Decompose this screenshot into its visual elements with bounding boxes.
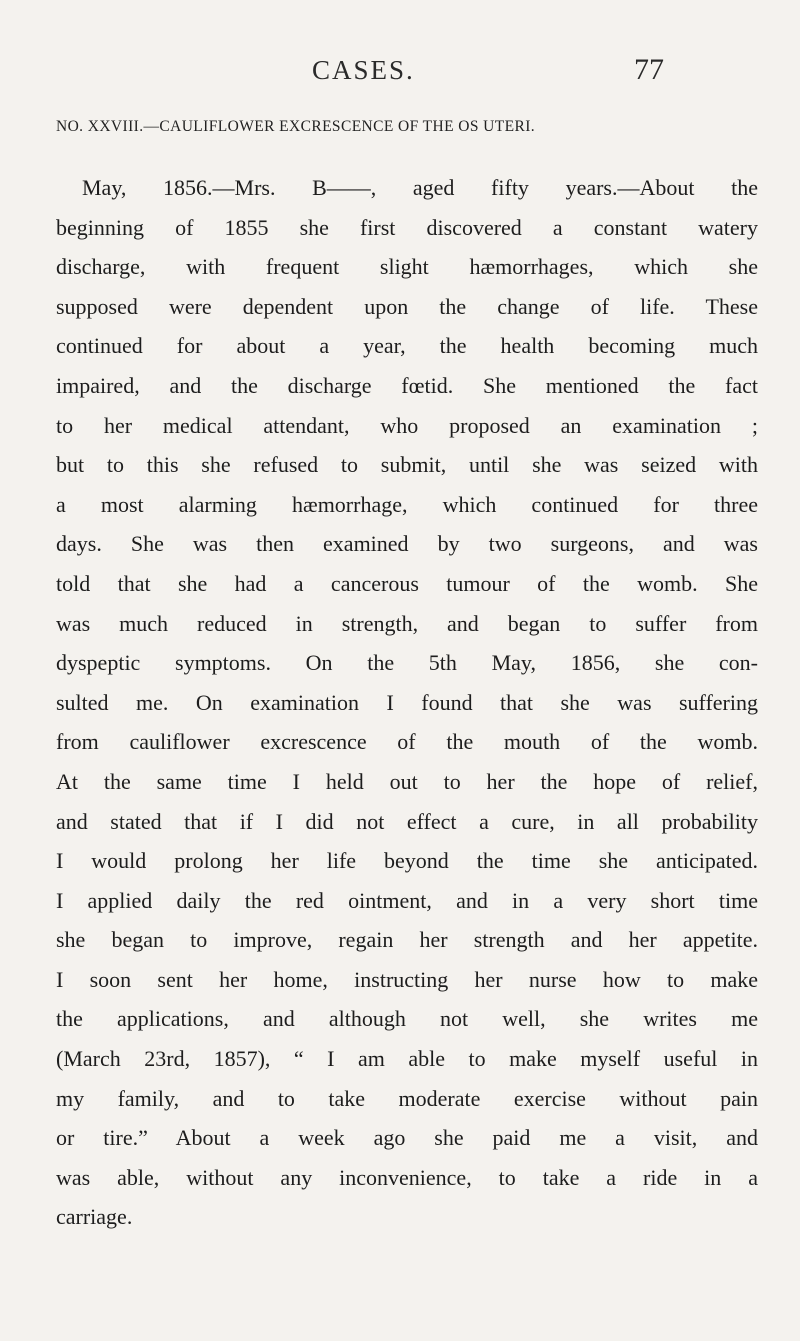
text-line: supposed were dependent upon the change of life. These bbox=[56, 293, 758, 319]
text-line: I would prolong her life beyond the time she anticipated. bbox=[56, 848, 758, 874]
text-line: but to this she refused to submit, until she was seized with bbox=[56, 452, 758, 478]
text-line: sulted me. On examination I found that she was suffering bbox=[56, 689, 758, 715]
text-line: (March 23rd, 1857), “ I am able to make myself useful in bbox=[56, 1046, 758, 1072]
running-head bbox=[0, 55, 800, 95]
text-line: beginning of 1855 she first discovered a constant watery bbox=[56, 214, 758, 240]
text-line: my family, and to take moderate exercise without pain bbox=[56, 1085, 758, 1111]
case-body-text bbox=[56, 168, 758, 1237]
page-number: 77 bbox=[634, 53, 664, 86]
text-line: a most alarming hæmorrhage, which continued for three bbox=[56, 491, 758, 517]
text-line: May, 1856.—Mrs. B——, aged fifty years.—About the bbox=[82, 175, 758, 200]
text-line: discharge, with frequent slight hæmorrhages, which she bbox=[56, 254, 758, 280]
text-line: I soon sent her home, instructing her nurse how to make bbox=[56, 966, 758, 992]
text-line: and stated that if I did not effect a cure, in all probability bbox=[56, 808, 758, 834]
text-line: continued for about a year, the health becoming much bbox=[56, 333, 758, 359]
text-line: impaired, and the discharge fœtid. She mentioned the fact bbox=[56, 372, 758, 398]
case-heading: NO. XXVIII.—CAULIFLOWER EXCRESCENCE OF THE OS UTERI. bbox=[56, 118, 536, 135]
running-title: CASES. bbox=[312, 55, 415, 85]
text-line: or tire.” About a week ago she paid me a visit, and bbox=[56, 1125, 758, 1151]
text-line: to her medical attendant, who proposed an examination ; bbox=[56, 412, 758, 438]
text-line: was able, without any inconvenience, to take a ride in a bbox=[56, 1164, 758, 1190]
text-line: At the same time I held out to her the hope of relief, bbox=[56, 768, 758, 794]
text-line: dyspeptic symptoms. On the 5th May, 1856, she con- bbox=[56, 650, 758, 676]
text-line: from cauliflower excrescence of the mouth of the womb. bbox=[56, 729, 758, 755]
text-line: I applied daily the red ointment, and in a very short time bbox=[56, 887, 758, 913]
text-line: the applications, and although not well, she writes me bbox=[56, 1006, 758, 1032]
text-line: she began to improve, regain her strength and her appetite. bbox=[56, 927, 758, 953]
text-line: days. She was then examined by two surgeons, and was bbox=[56, 531, 758, 557]
text-line: carriage. bbox=[56, 1204, 133, 1230]
text-line: was much reduced in strength, and began to suffer from bbox=[56, 610, 758, 636]
text-line: told that she had a cancerous tumour of the womb. She bbox=[56, 570, 758, 596]
